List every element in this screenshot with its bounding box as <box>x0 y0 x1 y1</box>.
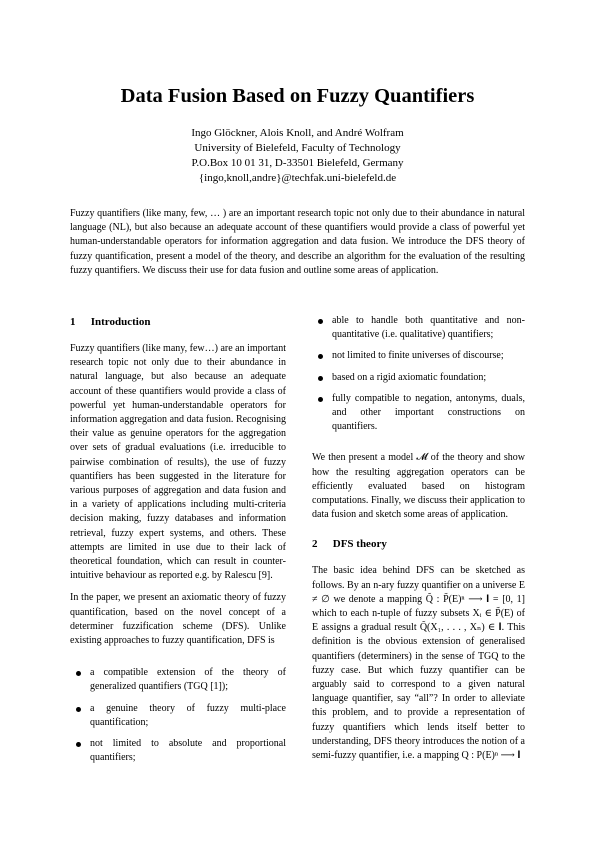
section-title: Introduction <box>90 316 151 328</box>
list-item: fully compatible to negation, antonyms, duals, and other important constructions on quantifiers. <box>312 392 525 435</box>
list-item: not limited to finite universes of discourse; <box>312 349 525 363</box>
author-address: P.O.Box 10 01 31, D-33501 Bielefeld, Germany <box>191 157 404 169</box>
section-heading-introduction <box>70 314 286 330</box>
list-item: based on a rigid axiomatic foundation; <box>312 371 525 385</box>
dfs-paragraph-1: The basic idea behind DFS can be sketched as follows. By an n-ary fuzzy quantifier on a universe E ≠ ∅ we denote a mapping Q̃ : P̃(E)ⁿ ⟶ 𝐈 = [0, 1] which to each n-tuple of fuzzy subsets Xᵢ ∈ P̃(E) of E assigns a gradual result Q̃(X₁, . . . , Xₙ) ∈ 𝐈. This definition is the obvious extension of generalised quantifiers (determiners) in the sense of TGQ to the fuzzy case. But which fuzzy quantifier can be arguably said to correspond to a given natural language quantifier, say “all”? In order to alleviate this problem, and to provide a representation of fuzzy quantifiers which lends itself better to understanding, DFS theory introduces the notion of a semi-fuzzy quantifier, i.e. a mapping Q : P(E)ⁿ ⟶ 𝐈 <box>312 565 525 762</box>
author-block <box>0 126 595 186</box>
right-column <box>312 314 525 771</box>
intro-paragraph-3: We then present a model 𝓜 of the theory and show how the resulting aggregation operators can be efficiently evaluated based on histogram computations. Finally, we discuss their application to data fusion and sketch some areas of application. <box>312 452 525 521</box>
bullet-icon <box>76 707 81 712</box>
bullet-icon <box>76 742 81 747</box>
paper-title: Data Fusion Based on Fuzzy Quantifiers <box>120 85 475 107</box>
left-column <box>70 314 286 772</box>
list-item: not limited to absolute and proportional quantifiers; <box>70 737 286 765</box>
bullet-list-left <box>70 666 286 765</box>
bullet-icon <box>318 354 323 359</box>
list-item: a compatible extension of the theory of generalized quantifiers (TGQ [1]); <box>70 666 286 694</box>
list-item: a genuine theory of fuzzy multi-place quantification; <box>70 702 286 730</box>
list-item: able to handle both quantitative and non-quantitative (i.e. qualitative) quantifiers; <box>312 314 525 342</box>
author-affiliation: University of Bielefeld, Faculty of Technology <box>194 142 401 154</box>
bullet-icon <box>318 319 323 324</box>
section-number: 2 <box>312 538 318 551</box>
bullet-list-right <box>312 314 525 434</box>
bullet-icon <box>318 397 323 402</box>
section-heading-dfs-theory <box>312 536 525 552</box>
bullet-icon <box>76 671 81 676</box>
intro-paragraph-2: In the paper, we present an axiomatic theory of fuzzy quantification, based on the novel concept of a determiner fuzzification scheme (DFS). Unlike existing approaches to fuzzy quantification, DFS is <box>70 592 286 647</box>
section-number: 1 <box>70 316 76 328</box>
author-names: Ingo Glöckner, Alois Knoll, and André Wolfram <box>191 127 404 139</box>
section-title: DFS theory <box>332 538 387 551</box>
intro-paragraph-1: Fuzzy quantifiers (like many, few…) are an important research topic not only due to their abundance in natural language, but also because an adequate account of these quantifiers would provide a class of powerful yet human-understandable operators for information aggregation and data fusion. Recognising their value as genuine operators for the aggregation over sets of gradual evaluations (i.e. irreducible to pairwise combination of results), the use of fuzzy quantifiers has been suggested in the literature for various purposes of aggregation and data fusion and in a variety of applications including multi-criteria decision making, fuzzy databases and information retrieval, fuzzy expert systems, and others. These attempts are limited in use due to their lack of theoretical foundation, which can result in counter-intuitive behaviour as reported e.g. by Ralescu [9]. <box>70 343 286 582</box>
abstract: Fuzzy quantifiers (like many, few, … ) are an important research topic not only due to their abundance in natural language (NL), but also because an adequate account of these quantifiers would provide a class of powerful yet human-understandable operators for information aggregation and data fusion. We introduce the DFS theory of fuzzy quantification, present a model of the theory, and describe an algorithm for the evaluation of the resulting fuzzy quantifiers. We discuss their use for data fusion and outline some areas of application. <box>70 208 525 276</box>
author-email: {ingo,knoll,andre}@techfak.uni-bielefeld.de <box>198 172 397 184</box>
bullet-icon <box>318 376 323 381</box>
